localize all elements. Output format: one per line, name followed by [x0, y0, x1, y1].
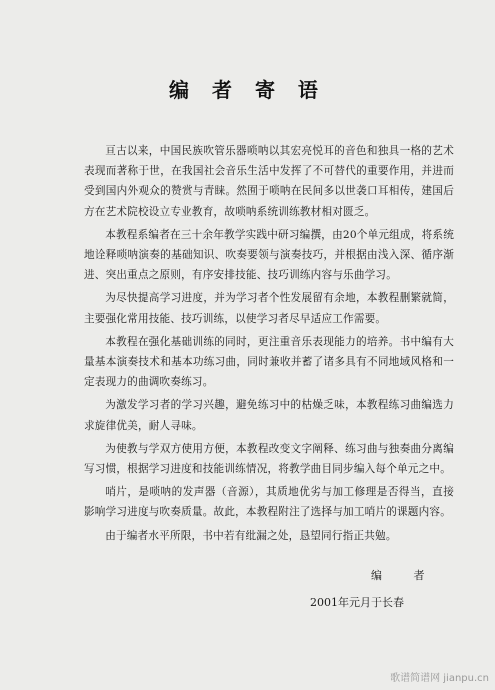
- paragraph-3: 为尽快提高学习进度，并为学习者个性发展留有余地，本教程删繁就简，主要强化常用技能、技巧训练，以使学习者尽早适应工作需要。: [84, 292, 454, 325]
- site-watermark: 歌谱简谱网 jianpu.cn: [390, 673, 489, 684]
- paragraph-8: 由于编者水平所限，书中若有纰漏之处，恳望同行指正共勉。: [105, 529, 397, 542]
- paragraph-6: 为使教与学双方使用方便，本教程改变文字阐释、练习曲与独奏曲分离编写习惯，根据学习进度和技能训练情况，将教学曲目同步编入每个单元之中。: [84, 442, 454, 476]
- paragraph-4: 本教程在强化基础训练的同时，更注重音乐表现能力的培养。书中编有大量基本演奏技术和基本功练习曲，同时兼收并蓄了诸多具有不同地域风格和一定表现力的曲调吹奏练习。: [84, 335, 454, 389]
- preface-body: [84, 141, 454, 549]
- paragraph-1: 亘古以来，中国民族吹管乐器唢呐以其宏亮悦耳的音色和独具一格的艺术表现而著称于世，在我国社会音乐生活中发挥了不可替代的重要作用，并进而受到国内外观众的赞赏与青睐。然囿于唢呐在民间多以世袭口耳相传，建国后方在艺术院校设立专业教育，故唢呐系统训练教材相对匮乏。: [84, 145, 454, 218]
- signature-date: 2001年元月于长春: [310, 596, 404, 609]
- paragraph-7: 哨片，是唢呐的发声器（音源），其质地优劣与加工修理是否得当，直接影响学习进度与吹奏质量。故此，本教程附注了选择与加工哨片的课题内容。: [84, 486, 454, 519]
- signature-author: 编 者: [371, 569, 439, 582]
- page-title: 编 者 寄 语: [169, 78, 326, 102]
- paragraph-5: 为激发学习者的学习兴趣，避免练习中的枯燥乏味，本教程练习曲编选力求旋律优美，耐人寻味。: [84, 399, 454, 432]
- paragraph-2: 本教程系编者在三十余年教学实践中研习编撰，由20个单元组成，将系统地诠释唢呐演奏的基础知识、吹奏要领与演奏技巧，并根据由浅入深、循序渐进、突出重点之原则，有序安排技能、技巧训练内容与乐曲学习。: [84, 228, 454, 282]
